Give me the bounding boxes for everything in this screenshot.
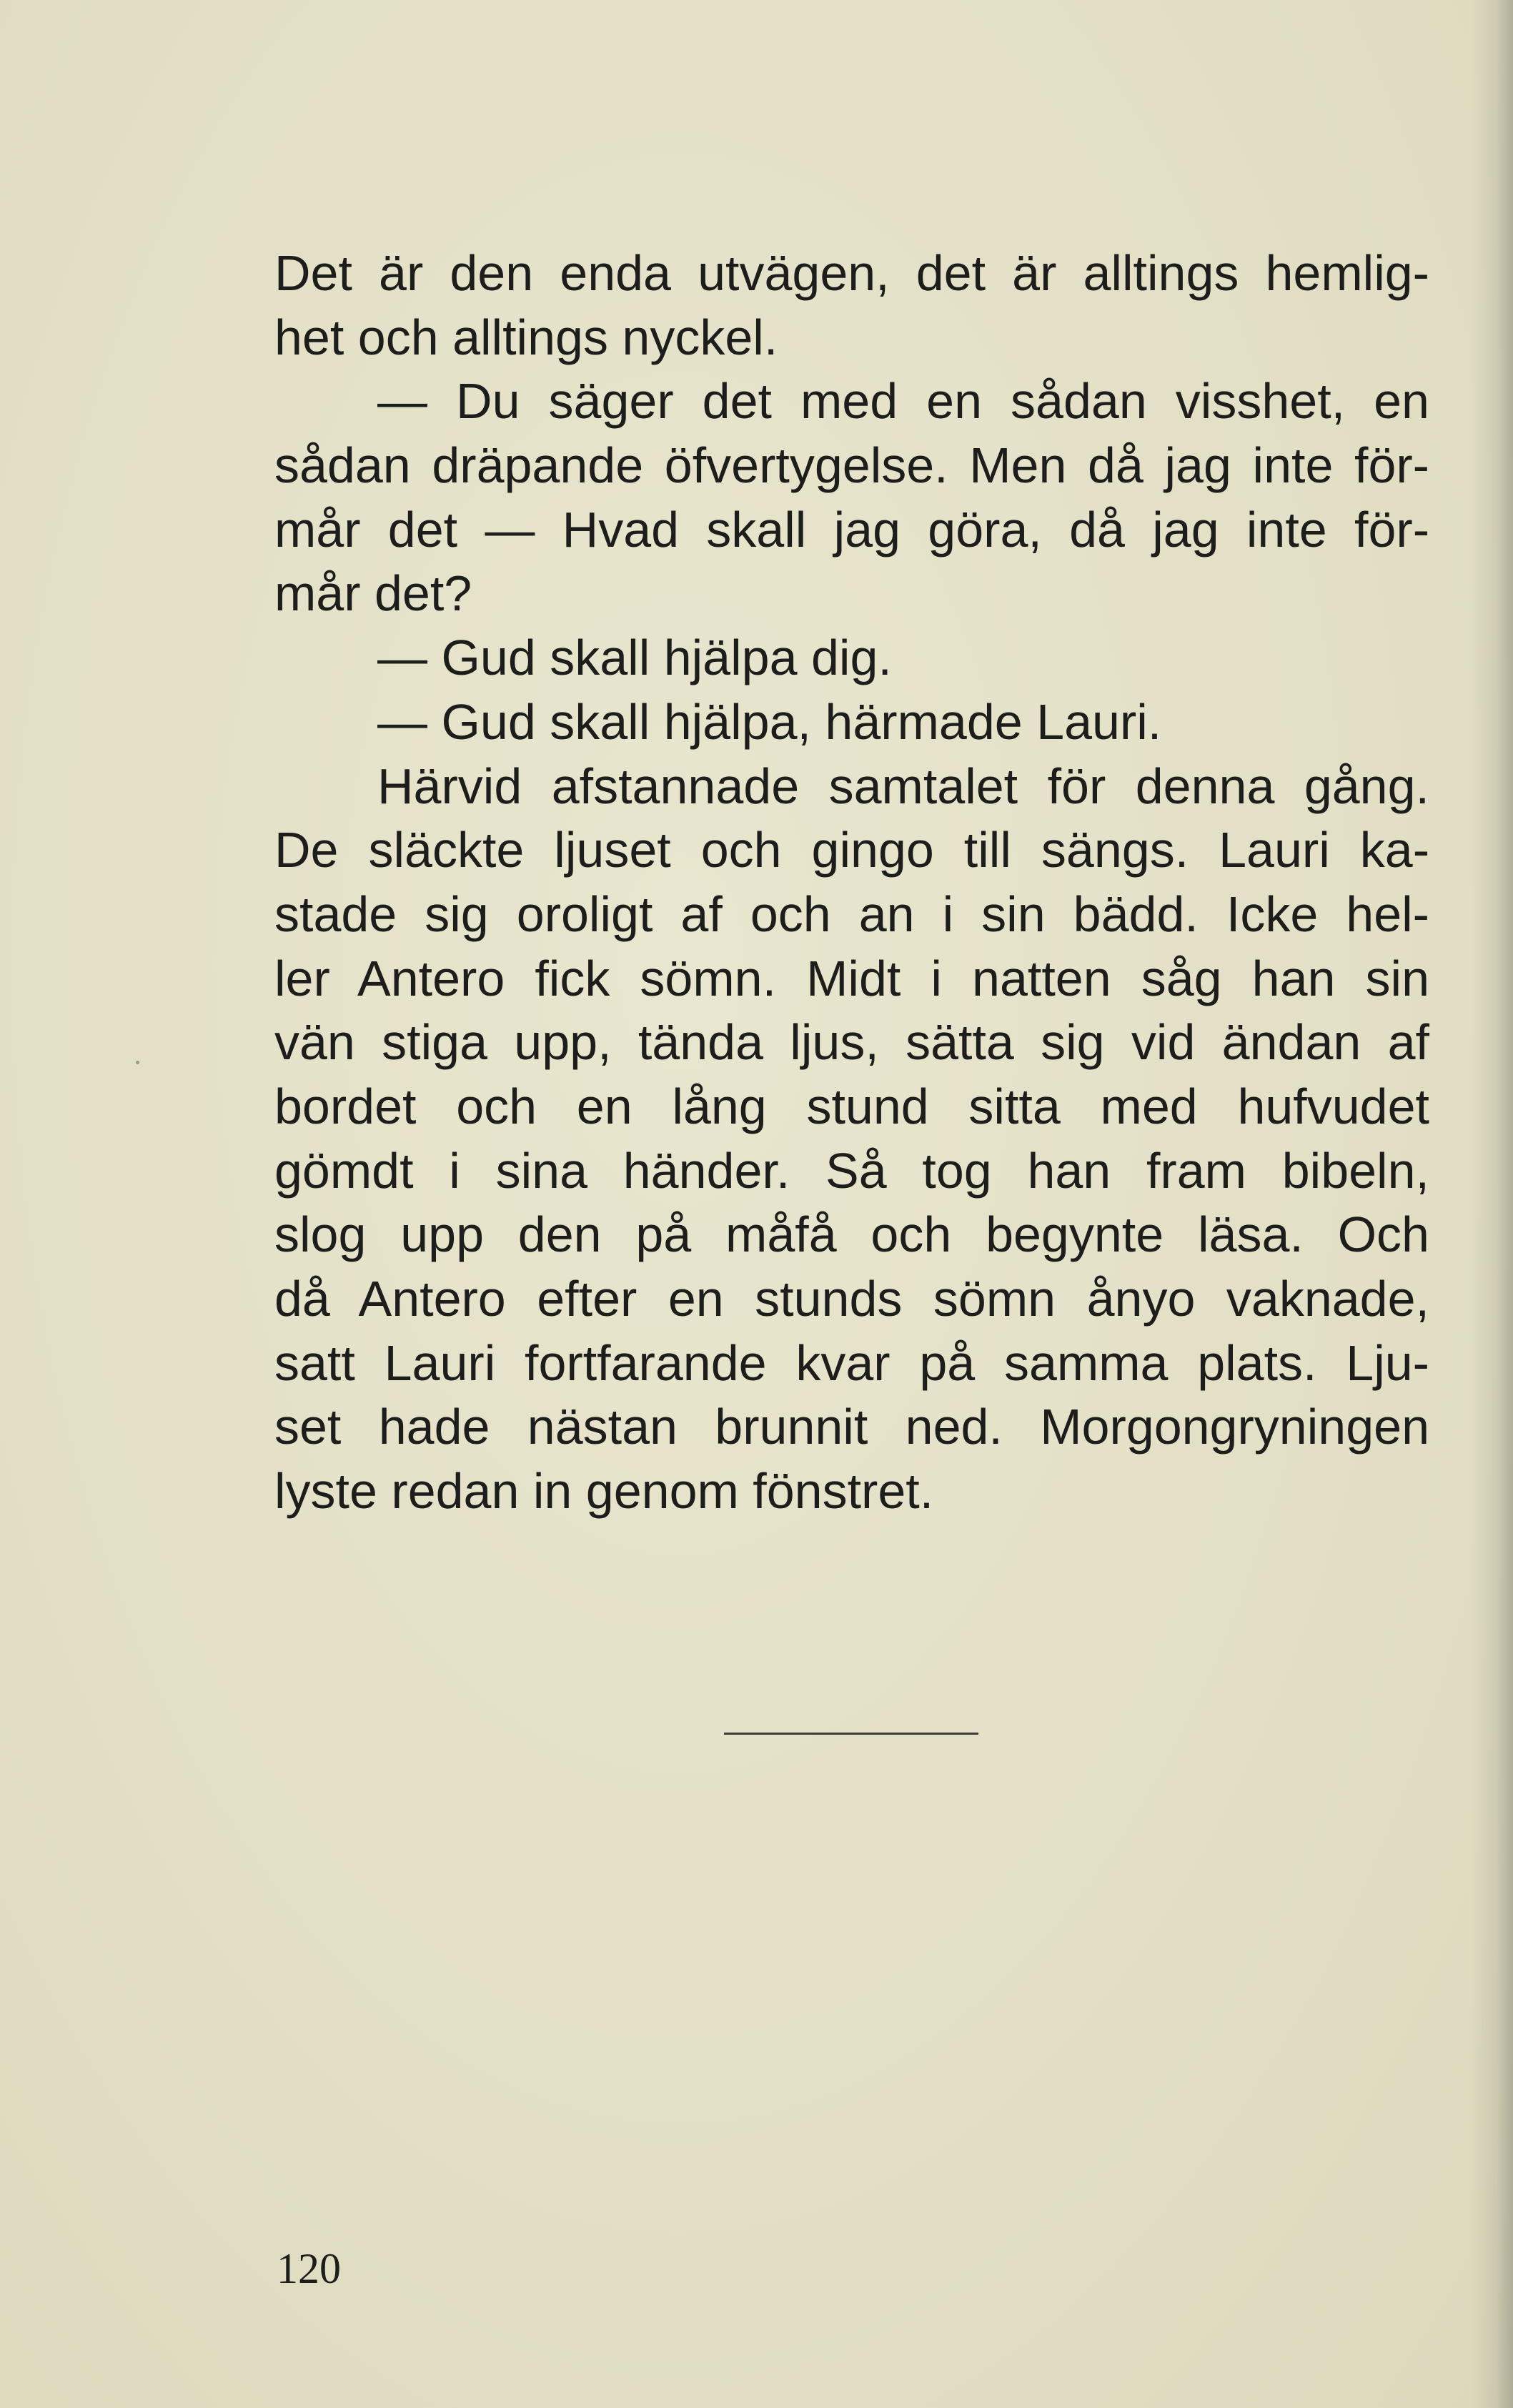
text-line: — Gud skall hjälpa, härmade Lauri.	[377, 693, 1162, 750]
text-line: set hade nästan brunnit ned. Morgongryningen	[274, 1399, 1429, 1455]
text-line: mår det — Hvad skall jag göra, då jag inte för-	[274, 501, 1429, 558]
text-line: — Du säger det med en sådan visshet, en	[377, 373, 1429, 430]
page-number: 120	[277, 2245, 341, 2292]
text-line: Härvid afstannade samtalet för denna gång.	[377, 758, 1429, 814]
text-line: vän stiga upp, tända ljus, sätta sig vid ändan af	[274, 1014, 1429, 1071]
section-divider	[724, 1733, 978, 1735]
text-line: het och alltings nyckel.	[274, 309, 778, 365]
text-line: lyste redan in genom fönstret.	[274, 1463, 934, 1520]
text-line: Det är den enda utvägen, det är alltings hemlig-	[274, 245, 1429, 301]
text-line: då Antero efter en stunds sömn ånyo vaknade,	[274, 1271, 1429, 1327]
paper-speck	[136, 1061, 139, 1064]
text-line: ler Antero fick sömn. Midt i natten såg han sin	[274, 950, 1429, 1006]
text-line: — Gud skall hjälpa dig.	[377, 630, 892, 686]
text-line: mår det?	[274, 565, 472, 622]
text-line: slog upp den på måfå och begynte läsa. Och	[274, 1207, 1429, 1263]
text-line: sådan dräpande öfvertygelse. Men då jag inte för-	[274, 437, 1429, 494]
text-line: satt Lauri fortfarande kvar på samma plats. Lju-	[274, 1334, 1429, 1391]
page-edge-shadow	[1470, 0, 1513, 2408]
text-line: stade sig oroligt af och an i sin bädd. Icke hel-	[274, 886, 1429, 942]
body-text	[274, 242, 1429, 1524]
text-line: gömdt i sina händer. Så tog han fram bibeln,	[274, 1142, 1429, 1199]
text-line: De släckte ljuset och gingo till sängs. Lauri ka-	[274, 822, 1429, 878]
text-line: bordet och en lång stund sitta med hufvudet	[274, 1078, 1429, 1134]
